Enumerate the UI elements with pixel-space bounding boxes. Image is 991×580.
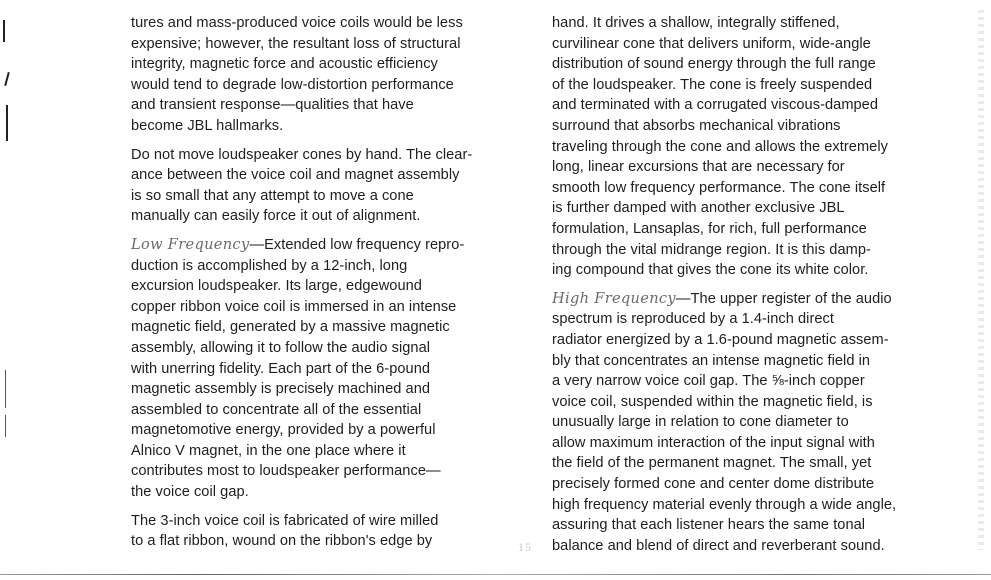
section-heading: High Frequency — [552, 289, 676, 307]
scan-edge-mark — [5, 370, 6, 408]
text-line: and terminated with a corrugated viscous-damped — [552, 97, 879, 114]
text-line: unusually large in relation to cone diameter to — [552, 414, 849, 431]
text-line — [131, 235, 521, 256]
text-line: through the vital midrange region. It is this damp- — [552, 241, 871, 258]
text-line: assembled to concentrate all of the essential — [131, 401, 422, 418]
scan-right-edge — [978, 10, 984, 550]
scan-edge-mark — [6, 105, 8, 141]
text-line: Do not move loudspeaker cones by hand. The clear- — [131, 146, 473, 163]
text-line: tures and mass-produced voice coils would be less — [131, 15, 463, 31]
text-line: Alnico V magnet, in the one place where it — [131, 442, 406, 459]
paragraph — [131, 235, 521, 503]
paragraph — [552, 13, 947, 281]
text-line: duction is accomplished by a 12-inch, long — [131, 257, 408, 274]
text-line: is so small that any attempt to move a cone — [131, 187, 414, 204]
text-line: formulation, Lansaplas, for rich, full performance — [552, 220, 867, 237]
left-text-column — [131, 13, 521, 560]
text-line: curvilinear cone that delivers uniform, wide-angle — [552, 35, 871, 52]
text-line: excursion loudspeaker. Its large, edgewound — [131, 278, 422, 295]
text-line: is further damped with another exclusive JBL — [552, 200, 845, 217]
text-line: traveling through the cone and allows the extremely — [552, 138, 888, 155]
text-line: surround that absorbs mechanical vibrations — [552, 117, 841, 134]
paragraph — [131, 145, 521, 227]
text-line: assuring that each listener hears the same tonal — [552, 517, 866, 534]
page-number: 15 — [518, 540, 532, 554]
text-line: precisely formed cone and center dome distribute — [552, 476, 875, 493]
text-line: allow maximum interaction of the input signal with — [552, 434, 875, 451]
heading-continuation: —The upper register of the audio — [675, 290, 892, 307]
text-line: manually can easily force it out of alignment. — [131, 208, 421, 225]
text-line: of the loudspeaker. The cone is freely suspended — [552, 76, 873, 93]
paragraph — [131, 13, 521, 137]
text-line: expensive; however, the resultant loss of structural — [131, 35, 461, 52]
text-line — [552, 289, 947, 310]
text-line: to a flat ribbon, wound on the ribbon's edge by — [131, 533, 433, 550]
text-line: spectrum is reproduced by a 1.4-inch direct — [552, 311, 834, 328]
scan-edge-mark — [5, 415, 6, 437]
text-line: voice coil, suspended within the magnetic field, is — [552, 393, 873, 410]
text-line: with unerring fidelity. Each part of the 6-pound — [131, 360, 431, 377]
text-line: the field of the permanent magnet. The small, yet — [552, 455, 872, 472]
text-line: the voice coil gap. — [131, 484, 249, 501]
text-line: contributes most to loudspeaker performance— — [131, 463, 441, 480]
text-line: distribution of sound energy through the full range — [552, 56, 876, 73]
text-line: radiator energized by a 1.6-pound magnetic assem- — [552, 331, 889, 348]
text-line: and transient response—qualities that have — [131, 97, 414, 114]
text-line: bly that concentrates an intense magnetic field in — [552, 352, 871, 369]
text-line: copper ribbon voice coil is immersed in an intense — [131, 298, 457, 315]
text-line: assembly, allowing it to follow the audio signal — [131, 339, 431, 356]
text-line: magnetic assembly is precisely machined and — [131, 381, 431, 398]
paragraph — [552, 289, 947, 557]
text-line: balance and blend of direct and reverberant sound. — [552, 537, 885, 554]
text-line: high frequency material evenly through a wide angle, — [552, 496, 897, 513]
text-line: a very narrow voice coil gap. The ⅝-inch copper — [552, 373, 865, 390]
heading-continuation: —Extended low frequency repro- — [249, 236, 465, 253]
text-line: ance between the voice coil and magnet assembly — [131, 167, 460, 184]
right-text-column — [552, 13, 947, 564]
paragraph — [131, 511, 521, 552]
text-line: ing compound that gives the cone its white color. — [552, 262, 869, 279]
text-line: would tend to degrade low-distortion performance — [131, 76, 454, 93]
scan-edge-mark — [3, 20, 5, 42]
text-line: magnetic field, generated by a massive magnetic — [131, 319, 450, 336]
section-heading: Low Frequency — [131, 235, 250, 253]
text-line: hand. It drives a shallow, integrally stiffened, — [552, 15, 840, 31]
text-line: become JBL hallmarks. — [131, 117, 284, 134]
text-line: smooth low frequency performance. The cone itself — [552, 179, 886, 196]
text-line: long, linear excursions that are necessary for — [552, 159, 845, 176]
scan-edge-mark — [4, 72, 10, 86]
text-line: The 3-inch voice coil is fabricated of wire milled — [131, 512, 439, 529]
text-line: magnetomotive energy, provided by a powerful — [131, 422, 436, 439]
page-bottom-edge — [0, 574, 991, 575]
text-line: integrity, magnetic force and acoustic efficiency — [131, 56, 438, 73]
